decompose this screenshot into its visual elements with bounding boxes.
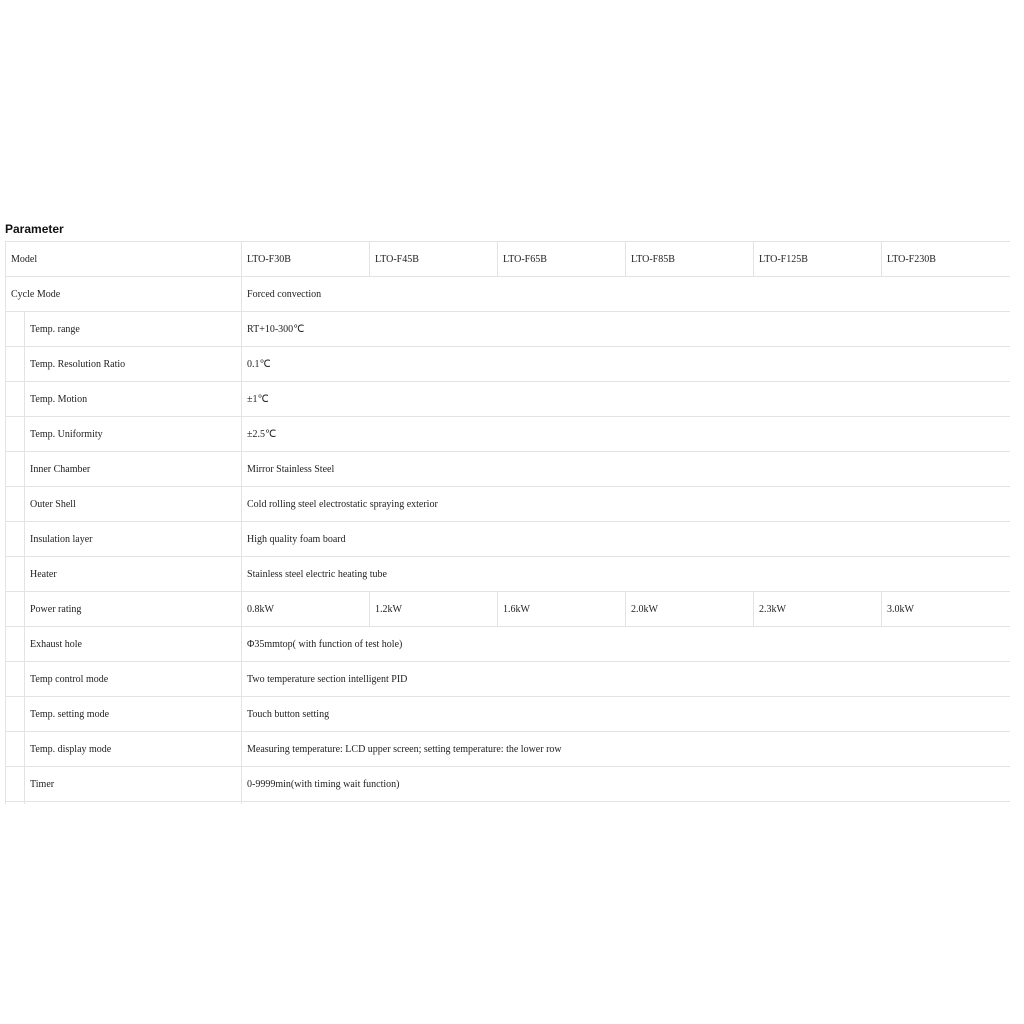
indent-cell	[6, 452, 25, 487]
param-value: RT+10-300℃	[242, 312, 1010, 347]
model-name: LTO-F45B	[370, 242, 498, 277]
param-label: Temp. setting mode	[25, 697, 242, 732]
section-title: Parameter	[5, 222, 64, 236]
model-name: LTO-F125B	[754, 242, 882, 277]
param-value: Two temperature section intelligent PID	[242, 662, 1010, 697]
param-label: Temp. range	[25, 312, 242, 347]
indent-cell	[6, 417, 25, 452]
table-row	[6, 312, 1011, 347]
param-label: Outer Shell	[25, 487, 242, 522]
param-label	[25, 802, 242, 805]
power-value: 1.6kW	[498, 592, 626, 627]
indent-cell	[6, 662, 25, 697]
param-value: Cold rolling steel electrostatic spraying exterior	[242, 487, 1010, 522]
table-row	[6, 522, 1011, 557]
param-label: Temp. Resolution Ratio	[25, 347, 242, 382]
model-name: LTO-F65B	[498, 242, 626, 277]
table-row	[6, 452, 1011, 487]
param-value: ±2.5℃	[242, 417, 1010, 452]
parameter-table	[5, 241, 1010, 804]
param-value: Φ35mmtop( with function of test hole)	[242, 627, 1010, 662]
table-row	[6, 382, 1011, 417]
param-value: ±1℃	[242, 382, 1010, 417]
indent-cell	[6, 557, 25, 592]
table-row	[6, 487, 1011, 522]
table-row-model	[6, 242, 1011, 277]
param-label: Temp. display mode	[25, 732, 242, 767]
param-value: Stainless steel electric heating tube	[242, 557, 1010, 592]
indent-cell	[6, 347, 25, 382]
power-value: 2.3kW	[754, 592, 882, 627]
indent-cell	[6, 592, 25, 627]
cycle-mode-value: Forced convection	[242, 277, 1010, 312]
table-row	[6, 732, 1011, 767]
cycle-mode-label: Cycle Mode	[6, 277, 242, 312]
power-value: 0.8kW	[242, 592, 370, 627]
param-value: 0.1℃	[242, 347, 1010, 382]
indent-cell	[6, 732, 25, 767]
table-row-power-rating	[6, 592, 1011, 627]
param-value	[242, 802, 1010, 805]
indent-cell	[6, 802, 25, 805]
param-value: Measuring temperature: LCD upper screen; setting temperature: the lower row	[242, 732, 1010, 767]
param-label: Temp. Uniformity	[25, 417, 242, 452]
param-value: Mirror Stainless Steel	[242, 452, 1010, 487]
table-row	[6, 557, 1011, 592]
indent-cell	[6, 697, 25, 732]
table-row	[6, 627, 1011, 662]
indent-cell	[6, 382, 25, 417]
parameter-table-container	[5, 241, 1010, 804]
param-label: Inner Chamber	[25, 452, 242, 487]
power-value: 3.0kW	[882, 592, 1010, 627]
model-name: LTO-F85B	[626, 242, 754, 277]
param-label: Heater	[25, 557, 242, 592]
indent-cell	[6, 767, 25, 802]
param-label: Timer	[25, 767, 242, 802]
param-label: Exhaust hole	[25, 627, 242, 662]
table-row	[6, 767, 1011, 802]
param-label: Temp. Motion	[25, 382, 242, 417]
indent-cell	[6, 312, 25, 347]
model-name: LTO-F230B	[882, 242, 1010, 277]
indent-cell	[6, 487, 25, 522]
table-row	[6, 662, 1011, 697]
table-row-cycle-mode	[6, 277, 1011, 312]
param-label: Insulation layer	[25, 522, 242, 557]
model-label: Model	[6, 242, 242, 277]
param-value: 0-9999min(with timing wait function)	[242, 767, 1010, 802]
param-value: Touch button setting	[242, 697, 1010, 732]
power-value: 2.0kW	[626, 592, 754, 627]
indent-cell	[6, 522, 25, 557]
table-row	[6, 697, 1011, 732]
indent-cell	[6, 627, 25, 662]
table-row-partial	[6, 802, 1011, 805]
table-row	[6, 347, 1011, 382]
param-value: High quality foam board	[242, 522, 1010, 557]
param-label: Power rating	[25, 592, 242, 627]
param-label: Temp control mode	[25, 662, 242, 697]
model-name: LTO-F30B	[242, 242, 370, 277]
table-row	[6, 417, 1011, 452]
power-value: 1.2kW	[370, 592, 498, 627]
